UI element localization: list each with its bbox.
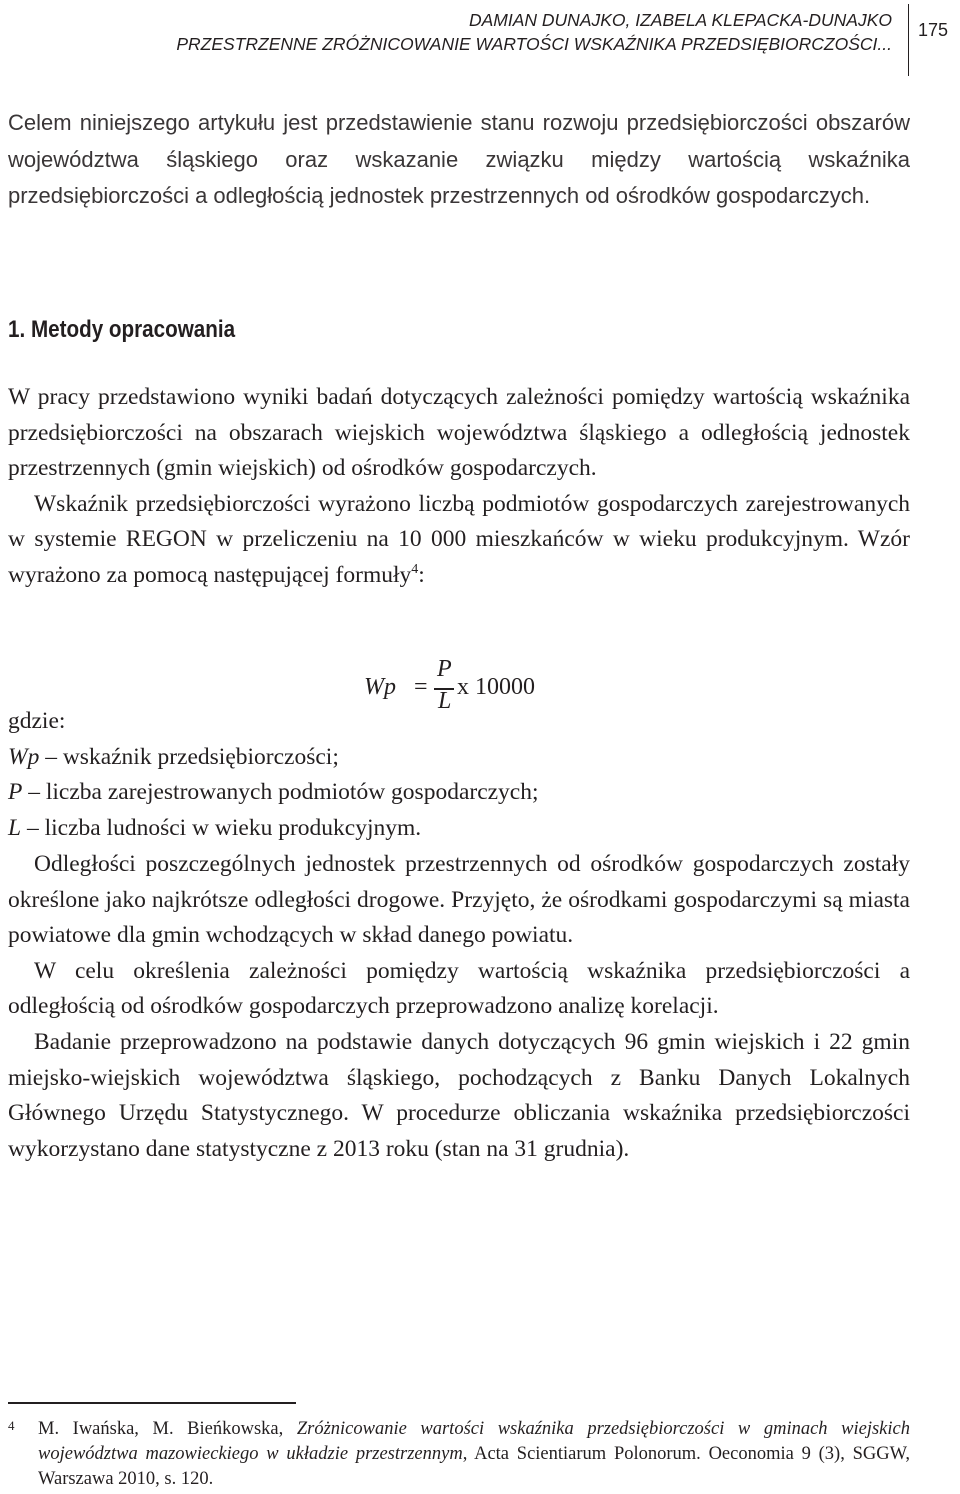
body-paragraph: W celu określenia zależności pomiędzy wartością wskaźnika przedsiębiorczości a odległością od ośrodków gospodarczych przeprowadzono analizę korelacji. (8, 957, 910, 1020)
definition-text: – wskaźnik przedsiębiorczości; (39, 743, 339, 770)
footnote-text (38, 1417, 910, 1492)
definitions (8, 704, 910, 846)
running-header (32, 8, 892, 56)
definition-symbol: P (8, 779, 23, 806)
header-article-title: PRZESTRZENNE ZRÓŻNICOWANIE WARTOŚCI WSKAŹNIKA PRZEDSIĘBIORCZOŚCI... (176, 34, 892, 54)
definition-symbol: L (8, 814, 22, 841)
body-paragraph: Odległości poszczególnych jednostek przestrzennych od ośrodków gospodarczych zostały określone jako najkrótsze odległości drogowe. Przyjęto, że ośrodkami gospodarczymi są miasta powiatowe dla gmin wchodzących w skład danego powiatu. (8, 851, 910, 949)
page-number: 175 (918, 20, 949, 40)
body-paragraph: Badanie przeprowadzono na podstawie danych dotyczących 96 gmin wiejskich i 22 gmin miejsko-wiejskich województwa śląskiego, pochodzących z Banku Danych Lokalnych Głównego Urzędu Statystycznego. W procedurze obliczania wskaźnika przedsiębiorczości wykorzystano dane statystyczne z 2013 roku (stan na 31 grudnia). (8, 1028, 910, 1162)
definition-symbol: Wp (8, 743, 40, 770)
footnote-mark: 4 (8, 1418, 15, 1433)
methods-paragraph-2 (8, 487, 910, 594)
formula-multiplier: x 10000 (457, 674, 535, 700)
footnote-reference: 4 (411, 562, 419, 578)
definition-item (8, 811, 910, 847)
header-divider (908, 4, 909, 76)
footnote-source: , Acta Scientiarum Polonorum. Oeconomia 9 (3), SGGW, Warszawa 2010, s. 120. (38, 1444, 911, 1489)
footnote-authors: M. Iwańska, M. Bieńkowska, (38, 1419, 297, 1439)
footnote-title: Zróżnicowanie wartości wskaźnika przedsiębiorczości w gminach wiejskich województwa mazowieckiego w układzie przestrzennym (38, 1419, 910, 1464)
formula-numerator: P (437, 656, 452, 682)
methods-paragraph-2-text: Wskaźnik przedsiębiorczości wyrażono liczbą podmiotów gospodarczych zarejestrowanych w systemie REGON w przeliczeniu na 10 000 mieszkańców w wieku produkcyjnym. Wzór wyrażono za pomocą następującej formuły (8, 490, 910, 588)
definitions-intro: gdzie: (8, 708, 66, 734)
methods-paragraph-2-end: : (418, 561, 425, 588)
definition-item (8, 740, 910, 776)
definition-text: – liczba ludności w wieku produkcyjnym. (21, 814, 422, 841)
definition-text: – liczba zarejestrowanych podmiotów gospodarczych; (22, 779, 539, 806)
definition-item (8, 775, 910, 811)
section-heading: 1. Metody opracowania (8, 316, 236, 343)
intro-paragraph: Celem niniejszego artykułu jest przedstawienie stanu rozwoju przedsiębiorczości obszarów województwa śląskiego oraz wskazanie związku między wartością wskaźnika przedsiębiorczości a odległością jednostek przestrzennych od ośrodków gospodarczych. (8, 110, 910, 208)
methods-paragraph-1: W pracy przedstawiono wyniki badań dotyczących zależności pomiędzy wartością wskaźnika przedsiębiorczości na obszarach wiejskich województwa śląskiego a odległością jednostek przestrzennych (gmin wiejskich) od ośrodków gospodarczych. (8, 384, 910, 482)
formula-equals: = (414, 674, 428, 700)
footnote-divider (8, 1402, 296, 1404)
formula-denominator: L (438, 688, 452, 714)
formula-lhs: Wp (364, 674, 396, 700)
footnote (8, 1417, 910, 1492)
header-authors: DAMIAN DUNAJKO, IZABELA KLEPACKA-DUNAJKO (468, 10, 892, 30)
methods-text (8, 380, 910, 594)
analysis-text (8, 847, 910, 1167)
